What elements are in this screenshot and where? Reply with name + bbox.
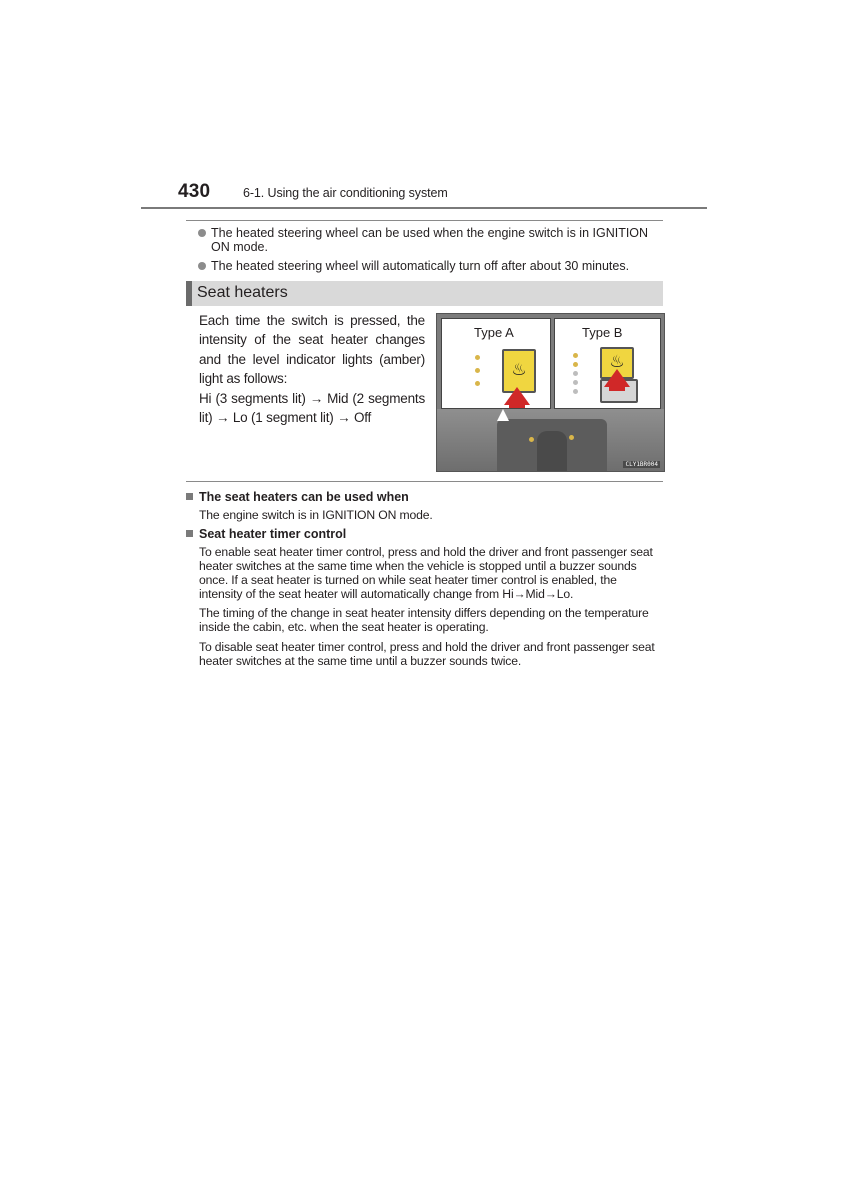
- note-paragraph: The engine switch is in IGNITION ON mode.: [199, 508, 433, 522]
- press-arrow-icon: [504, 387, 530, 405]
- note-paragraph: To disable seat heater timer control, press and hold the driver and front passenger seat heater switches at the same time until a buzzer sounds twice.: [199, 640, 655, 668]
- note-paragraph: To enable seat heater timer control, press and hold the driver and front passenger seat heater switches at the same time when the vehicle is stopped until a buzzer sounds once. If a seat heater is turned on while seat heater timer control is enabled, the intensity of the seat heater will automatically change from Hi→Mid→Lo.: [199, 545, 653, 601]
- header-divider: [141, 207, 707, 209]
- indicator-led-icon: [475, 381, 480, 386]
- press-arrow-stem: [509, 404, 525, 408]
- level-sequence-text: Hi (3 segments lit) → Mid (2 segments lit) → Lo (1 segment lit) → Off: [199, 390, 425, 426]
- seat-heater-description: [199, 311, 425, 427]
- press-arrow-stem: [609, 386, 625, 391]
- shift-knob-shape: [537, 431, 567, 471]
- type-b-panel: [554, 318, 661, 409]
- bullet-text: The heated steering wheel can be used when the engine switch is in IGNITION ON mode.: [211, 226, 649, 254]
- section-heading-accent: [186, 281, 192, 306]
- illustration-code: CLY1BR004: [625, 461, 658, 468]
- square-bullet-icon: [186, 530, 193, 537]
- page-number: 430: [178, 181, 211, 202]
- seat-heater-switch-illustration: [436, 313, 665, 472]
- console-indicator-icon: [529, 437, 534, 442]
- bullet-dot-icon: [198, 262, 206, 270]
- bullet-item: [198, 226, 668, 254]
- indicator-led-icon: [573, 389, 578, 394]
- press-arrow-icon: [604, 369, 630, 387]
- callout-pointer-icon: [497, 409, 509, 421]
- note-paragraph: The timing of the change in seat heater intensity differs depending on the temperature inside the cabin, etc. when the seat heater is operating.: [199, 606, 649, 634]
- type-a-label: Type A: [474, 325, 514, 340]
- indicator-led-icon: [573, 362, 578, 367]
- note-heading-text: The seat heaters can be used when: [199, 490, 409, 504]
- seat-heater-icon: ♨: [511, 360, 527, 379]
- indicator-led-icon: [573, 380, 578, 385]
- section-heading: Seat heaters: [197, 284, 288, 301]
- indicator-led-icon: [573, 353, 578, 358]
- type-b-label: Type B: [582, 325, 623, 340]
- section-divider: [186, 481, 663, 482]
- bullet-item: [198, 259, 668, 273]
- seat-heater-icon: ♨: [609, 352, 625, 371]
- square-bullet-icon: [186, 493, 193, 500]
- bullet-text: The heated steering wheel will automatically turn off after about 30 minutes.: [211, 259, 630, 273]
- note-heading: [186, 527, 346, 541]
- indicator-led-icon: [475, 368, 480, 373]
- indicator-led-icon: [573, 371, 578, 376]
- note-heading-text: Seat heater timer control: [199, 527, 347, 541]
- description-text: Each time the switch is pressed, the intensity of the seat heater changes and the level indicator lights (amber) light as follows:: [199, 313, 425, 387]
- console-indicator-icon: [569, 435, 574, 440]
- indicator-led-icon: [475, 355, 480, 360]
- section-title: 6-1. Using the air conditioning system: [243, 186, 448, 200]
- top-divider: [186, 220, 663, 221]
- bullet-dot-icon: [198, 229, 206, 237]
- note-heading: [186, 490, 409, 504]
- type-a-panel: [441, 318, 551, 409]
